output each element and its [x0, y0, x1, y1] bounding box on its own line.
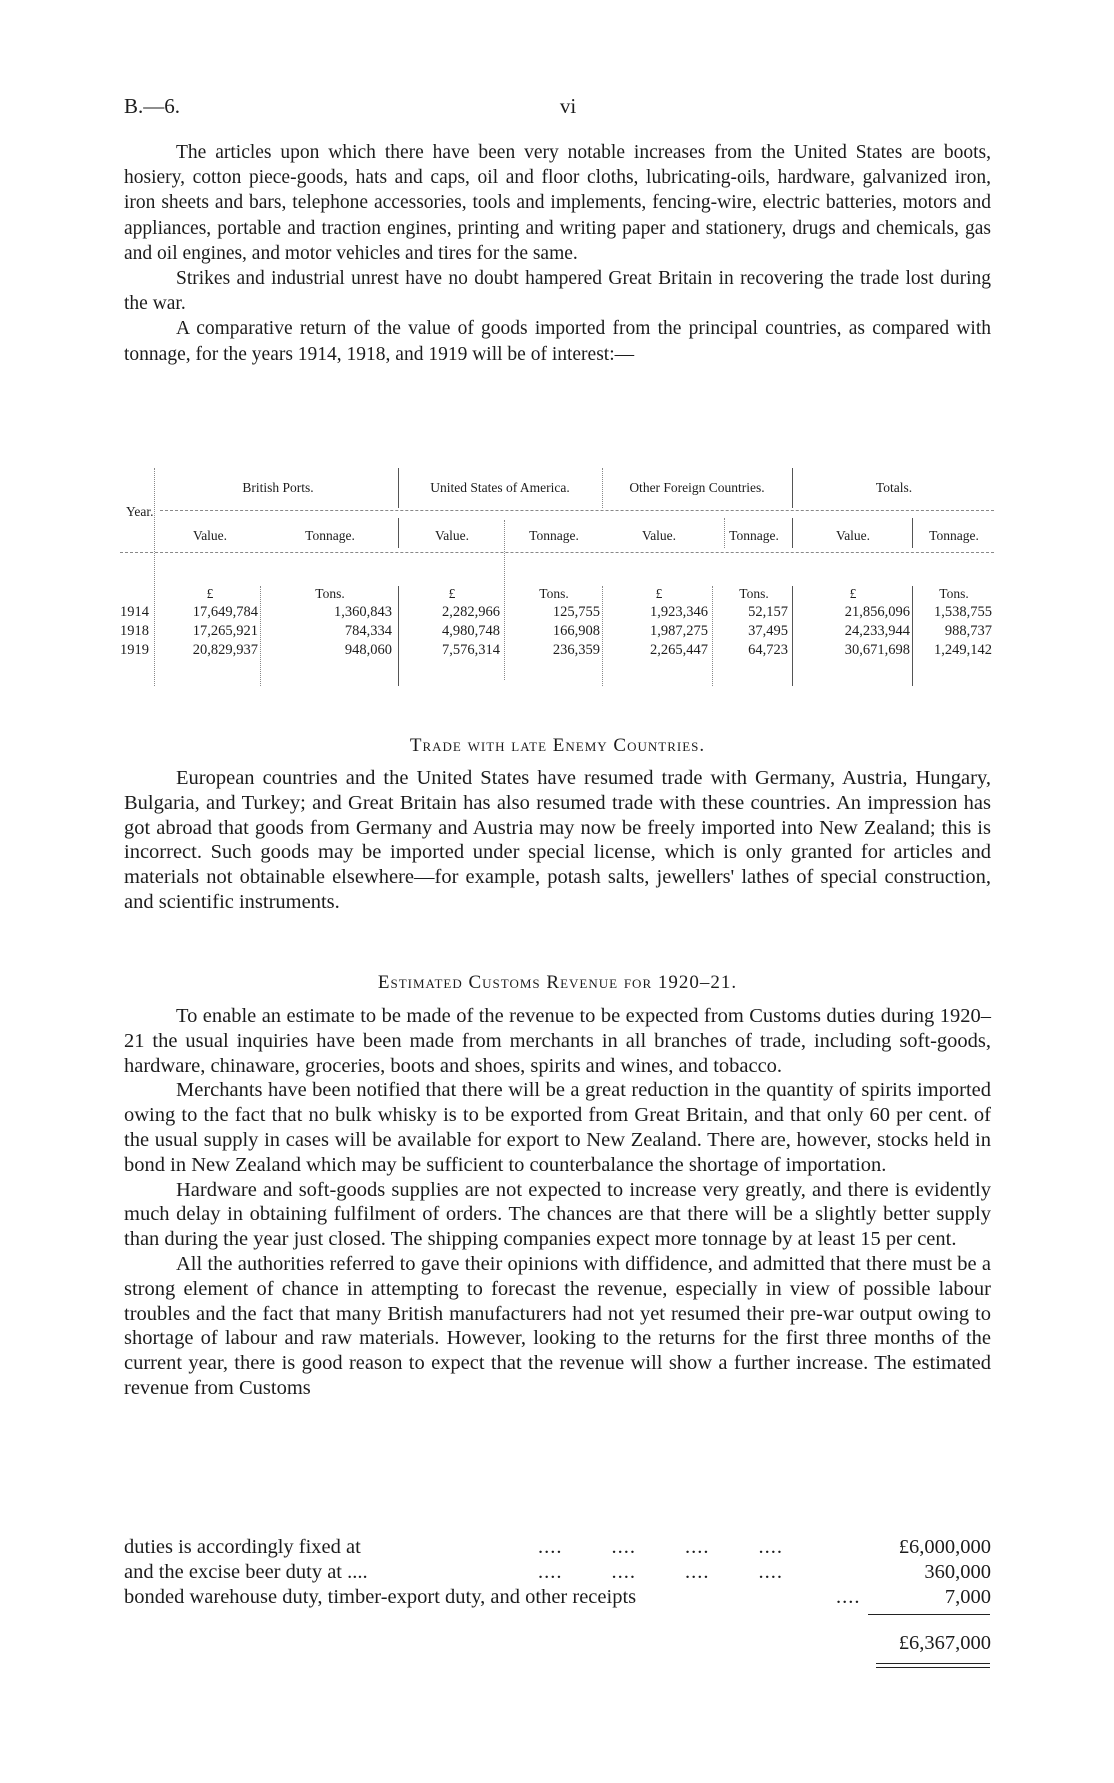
table-cell: 1,538,755 [934, 604, 992, 620]
subheader: Value. [192, 528, 228, 543]
table-cell: 125,755 [552, 604, 600, 620]
group-british-ports: British Ports. [242, 480, 314, 495]
table-cell: 948,060 [344, 642, 392, 658]
table-cell: 21,856,096 [844, 604, 910, 620]
table-cell: 784,334 [344, 623, 392, 639]
subheader: Tonnage. [529, 528, 579, 543]
total-rule [876, 1667, 990, 1668]
revenue-amount: £6,000,000 [898, 1536, 991, 1558]
total-rule [876, 1663, 990, 1664]
table-cell: 1,360,843 [334, 604, 392, 620]
total-amount: £6,367,000 [898, 1632, 991, 1654]
revenue-label: duties is accordingly fixed at [124, 1536, 361, 1558]
group-other-foreign: Other Foreign Countries. [629, 480, 765, 495]
subheader: Value. [641, 528, 677, 543]
section-heading-revenue: Estimated Customs Revenue for 1920–21. [377, 972, 738, 993]
leader-dots: .... .... .... .... [538, 1536, 783, 1558]
subheader: Tonnage. [729, 528, 779, 543]
unit: Tons. [539, 586, 569, 601]
subheader: Value. [835, 528, 871, 543]
unit: £ [849, 586, 857, 601]
group-usa: United States of America. [430, 480, 570, 495]
revenue-amount: 7,000 [944, 1586, 991, 1608]
section-heading-trade: Trade with late Enemy Countries. [409, 735, 706, 756]
paragraph: The articles upon which there have been very notable increases from the United States are boots, hosiery, cotton piece-goods, hats and caps, oil and floor cloths, lubricating-oils, hardware, galvanized iron, iron sheets and bars, telephone accessories, tools and implements, fencing-wire, electric batteries, motors and appliances, portable and traction engines, printing and writing paper and stationery, drugs and chemicals, gas and oil engines, and motor vehicles and tires for the same. [124, 142, 991, 264]
revenue-total [124, 1632, 991, 1657]
table-cell: 64,723 [748, 642, 788, 658]
paragraph: Merchants have been notified that there will be a great reduction in the quantity of spirits imported owing to the fact that no bulk whisky is to be exported from Great Britain, and that only 60 per cent. of the usual supply in cases will be available for export to New Zealand. There are, however, stocks held in bond in New Zealand which may be sufficient to counterbalance the shortage of importation. [124, 1079, 991, 1176]
paragraph: A comparative return of the value of goods imported from the principal countries, as compared with tonnage, for the years 1914, 1918, and 1919 will be of interest:— [124, 318, 991, 365]
row-year: 1918 [120, 623, 149, 639]
table-cell: 236,359 [552, 642, 600, 658]
leader-dots: .... [836, 1586, 861, 1608]
intro-text [124, 140, 991, 367]
table-cell: 1,987,275 [650, 623, 708, 639]
unit: £ [448, 586, 456, 601]
unit: Tons. [739, 586, 769, 601]
revenue-line-excise [124, 1561, 991, 1586]
revenue-label: and the excise beer duty at .... [124, 1561, 368, 1583]
page-reference: B.—6. [124, 94, 181, 118]
paragraph: To enable an estimate to be made of the revenue to be expected from Customs duties during 1920–21 the usual inquiries have been made from merchants in all branches of trade, including soft-goods, hardware, chinaware, groceries, boots and shoes, spirits and wines, and tobacco. [124, 1005, 991, 1077]
section-trade-text [124, 766, 991, 915]
sum-rule [868, 1614, 990, 1615]
unit: £ [655, 586, 663, 601]
paragraph: European countries and the United States have resumed trade with Germany, Austria, Hungary, Bulgaria, and Turkey; and Great Britain has also resumed trade with these countries. An impression has got abroad that goods from Germany and Austria may now be freely imported into New Zealand; this is incorrect. Such goods may be imported under special license, which is only granted for articles and materials not obtainable elsewhere—for example, potash salts, jewellers' lathes of special construction, and scientific instruments. [124, 767, 991, 913]
table-cell: 52,157 [748, 604, 788, 620]
table-cell: 988,737 [944, 623, 992, 639]
table-cell: 1,249,142 [934, 642, 992, 658]
table-cell: 37,495 [748, 623, 788, 639]
table-cell: 17,649,784 [192, 604, 258, 620]
table-cell: 24,233,944 [844, 623, 910, 639]
section-revenue-text [124, 1004, 991, 1401]
paragraph: All the authorities referred to gave their opinions with diffidence, and admitted that there must be a strong element of chance in attempting to forecast the revenue, especially in view of possible labour troubles and the fact that many British manufacturers had not yet resumed their pre-war output owing to shortage of labour and raw materials. However, looking to the returns for the first three months of the current year, there is good reason to expect that the revenue will show a further increase. The estimated revenue from Customs [124, 1252, 991, 1399]
unit: £ [206, 586, 214, 601]
subheader: Value. [434, 528, 470, 543]
paragraph: Strikes and industrial unrest have no doubt hampered Great Britain in recovering the trade lost during the war. [124, 268, 991, 315]
unit: Tons. [315, 586, 345, 601]
subheader: Tonnage. [929, 528, 979, 543]
table-cell: 30,671,698 [844, 642, 910, 658]
row-year: 1914 [120, 604, 149, 620]
table-cell: 2,265,447 [650, 642, 708, 658]
subheader: Tonnage. [305, 528, 355, 543]
table-cell: 1,923,346 [650, 604, 708, 620]
leader-dots: .... .... .... .... [538, 1561, 783, 1583]
table-cell: 7,576,314 [442, 642, 500, 658]
unit: Tons. [939, 586, 969, 601]
page-number: vi [559, 94, 577, 118]
revenue-amount: 360,000 [924, 1561, 991, 1583]
table-cell: 166,908 [552, 623, 600, 639]
revenue-line-other [124, 1586, 991, 1611]
year-header: Year. [126, 504, 154, 519]
table-cell: 20,829,937 [192, 642, 258, 658]
revenue-label: bonded warehouse duty, timber-export duty, and other receipts [124, 1586, 637, 1608]
row-year: 1919 [120, 642, 149, 658]
paragraph: Hardware and soft-goods supplies are not expected to increase very greatly, and there is evidently much delay in obtaining fulfilment of orders. The chances are that there will be a slightly better supply than during the year just closed. The shipping companies expect more tonnage by at least 15 per cent. [124, 1178, 991, 1251]
table-cell: 4,980,748 [442, 623, 500, 639]
revenue-line-customs [124, 1536, 991, 1561]
table-cell: 2,282,966 [442, 604, 500, 620]
table-cell: 17,265,921 [192, 623, 258, 639]
import-comparison-table [120, 468, 995, 686]
group-totals: Totals. [875, 480, 913, 495]
